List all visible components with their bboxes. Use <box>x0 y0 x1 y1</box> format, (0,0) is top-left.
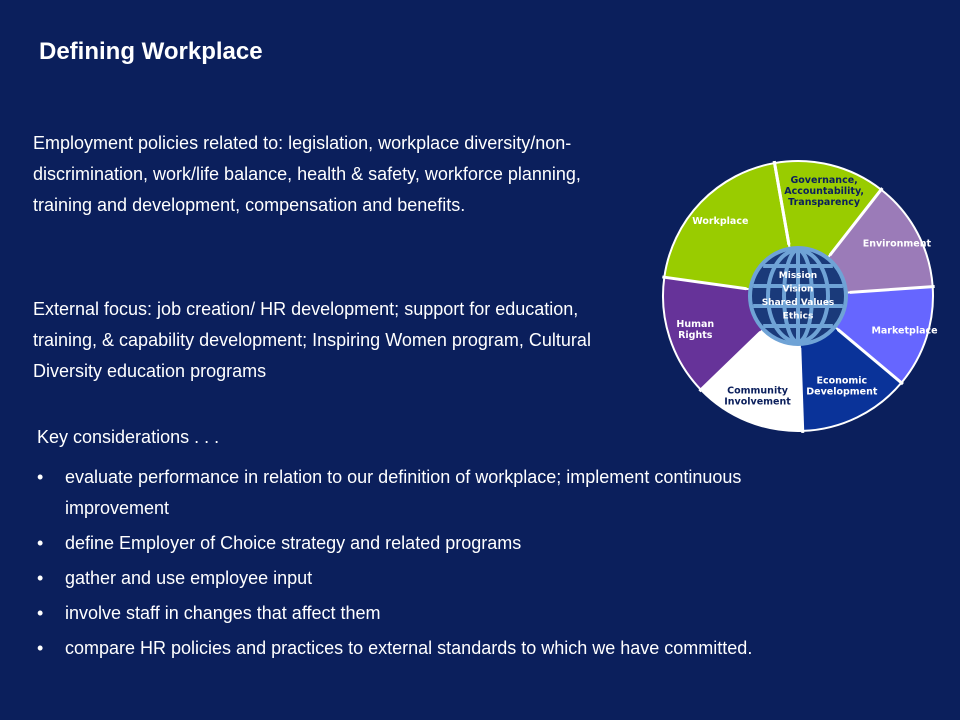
bullet-icon: • <box>37 638 44 658</box>
wheel-label-governance: Governance, Accountability, Transparency <box>784 175 865 209</box>
list-item <box>37 528 797 559</box>
globe-icon <box>750 248 846 344</box>
wheel-label-human-rights: Human Rights <box>676 318 715 341</box>
list-item-text: involve staff in changes that affect them <box>65 603 381 623</box>
list-item <box>37 598 797 629</box>
list-item-text: compare HR policies and practices to external standards to which we have committed. <box>65 638 753 658</box>
bullet-icon: • <box>37 467 44 487</box>
list-item-text: define Employer of Choice strategy and related programs <box>65 533 522 553</box>
bullet-icon: • <box>37 568 44 588</box>
slide-title: Defining Workplace <box>39 38 263 65</box>
bullet-icon: • <box>37 533 44 553</box>
list-item-text: evaluate performance in relation to our definition of workplace; implement continuous improvement <box>65 467 742 518</box>
list-item <box>37 633 797 664</box>
list-item <box>37 563 797 594</box>
wheel-label-environment: Environment <box>862 238 932 250</box>
wheel-label-marketplace: Marketplace <box>871 325 938 337</box>
list-item <box>37 462 797 524</box>
bullet-icon: • <box>37 603 44 623</box>
hub-label: Mission Vision Shared Values Ethics <box>761 271 835 322</box>
values-wheel-diagram <box>650 150 950 440</box>
wheel-label-community-involvement: Community Involvement <box>724 385 791 408</box>
key-considerations-heading: Key considerations . . . <box>37 427 220 447</box>
external-focus-paragraph: External focus: job creation/ HR development; support for education, training, & capability development; Inspiring Women program, Cultural Diversity education programs <box>33 299 591 381</box>
list-item-text: gather and use employee input <box>65 568 313 588</box>
wheel-label-workplace: Workplace <box>692 215 749 227</box>
key-considerations-list <box>37 462 797 668</box>
wheel-label-economic-development: Economic Development <box>806 375 878 398</box>
employment-policies-paragraph: Employment policies related to: legislation, workplace diversity/non-discrimination, work/life balance, health & safety, workforce planning, training and development, compensation and benefits. <box>33 133 581 215</box>
